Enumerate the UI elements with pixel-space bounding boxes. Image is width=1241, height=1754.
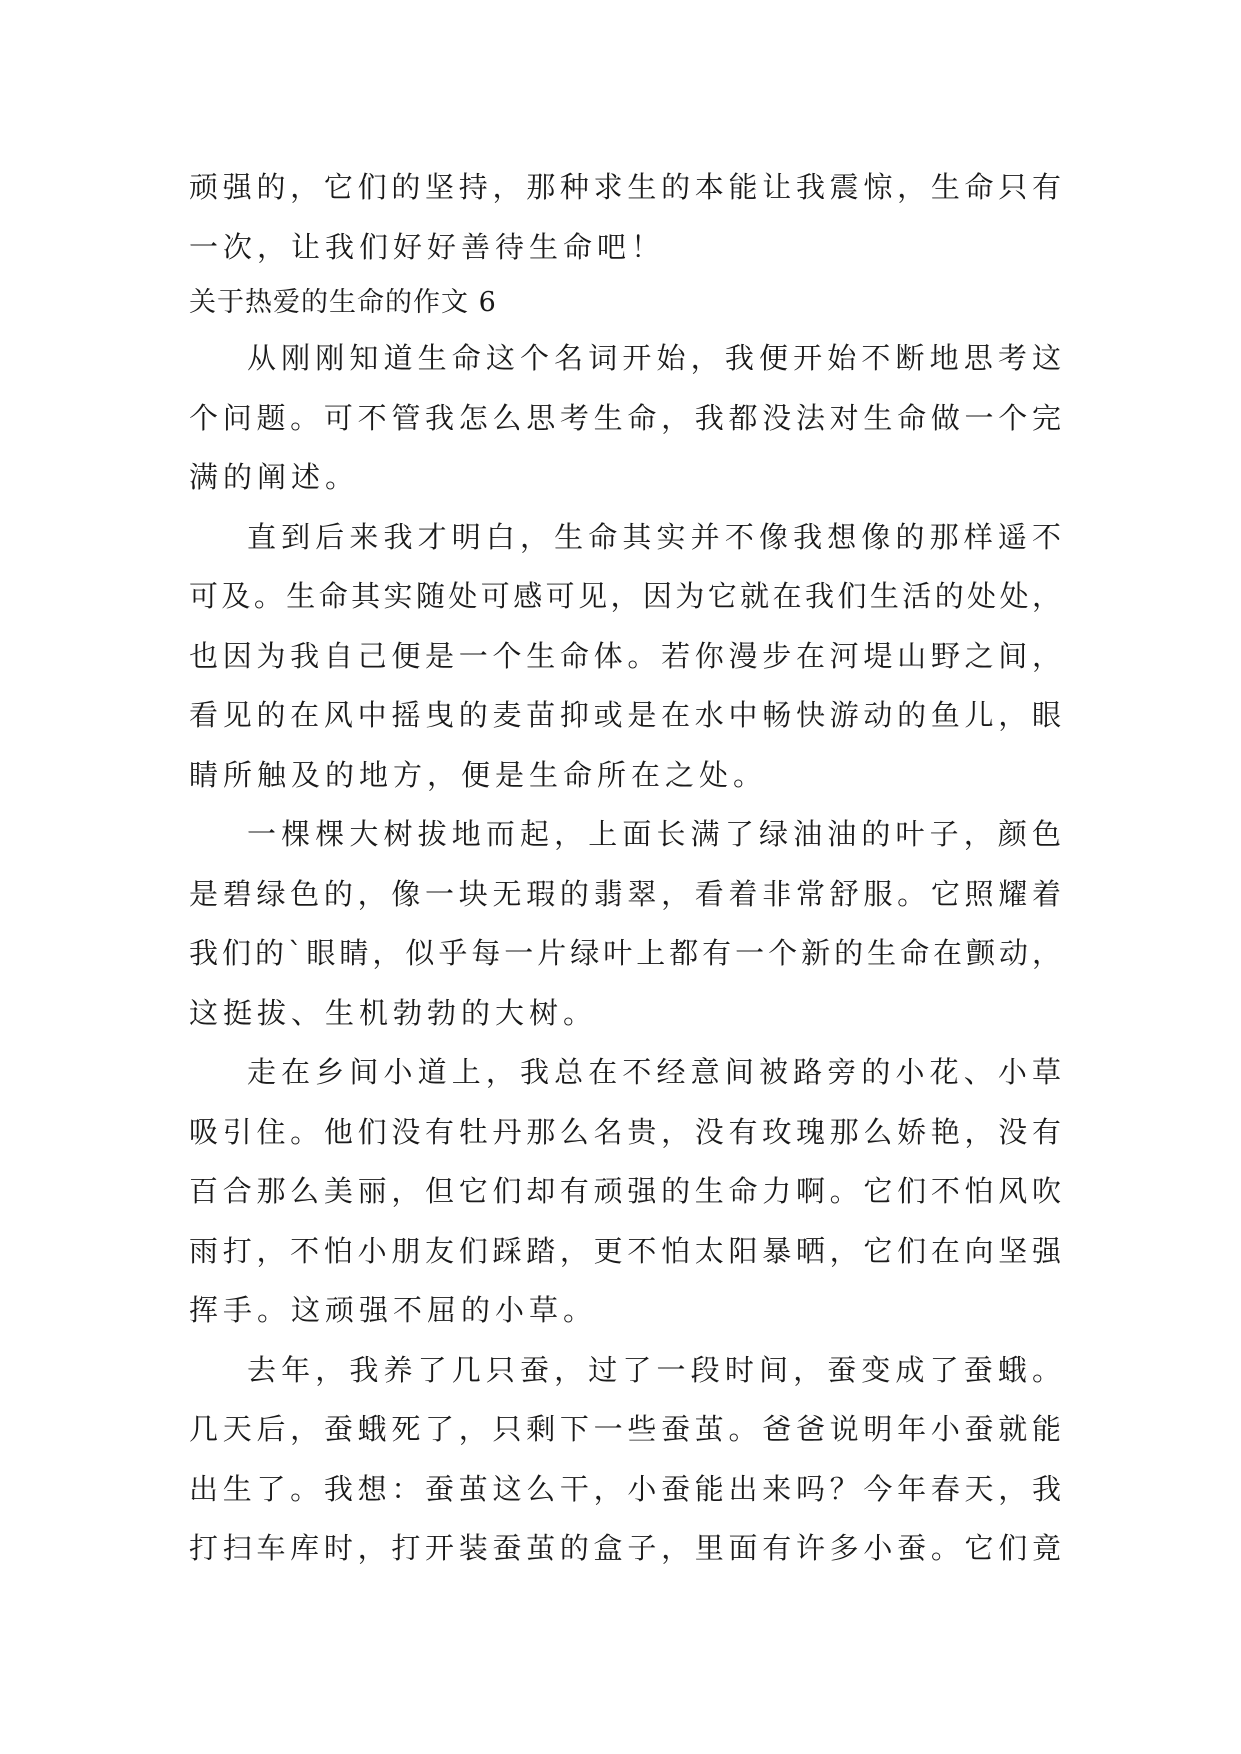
text-line: 看见的在风中摇曳的麦苗抑或是在水中畅快游动的鱼儿，眼 — [189, 698, 1061, 732]
text-line: 直到后来我才明白，生命其实并不像我想像的那样遥不 — [247, 519, 1061, 554]
section-heading: 关于热爱的生命的作文 6 — [189, 287, 497, 318]
text-line: 可及。生命其实随处可感可见，因为它就在我们生活的处处， — [189, 579, 1061, 613]
text-line: 一次，让我们好好善待生命吧！ — [189, 229, 666, 264]
text-line: 打扫车库时，打开装蚕茧的盒子，里面有许多小蚕。它们竟 — [189, 1531, 1061, 1565]
text-line: 走在乡间小道上，我总在不经意间被路旁的小花、小草 — [247, 1055, 1061, 1089]
text-line: 顽强的，它们的坚持，那种求生的本能让我震惊，生命只有 — [189, 170, 1061, 204]
text-line: 这挺拔、生机勃勃的大树。 — [189, 995, 598, 1030]
text-line: 去年，我养了几只蚕，过了一段时间，蚕变成了蚕蛾。 — [247, 1352, 1061, 1387]
text-line: 一棵棵大树拔地而起，上面长满了绿油油的叶子，颜色 — [247, 817, 1061, 851]
text-line: 也因为我自己便是一个生命体。若你漫步在河堤山野之间， — [189, 638, 1061, 673]
text-line: 是碧绿色的，像一块无瑕的翡翠，看着非常舒服。它照耀着 — [189, 876, 1061, 911]
document-body — [189, 158, 1061, 1579]
text-line: 个问题。可不管我怎么思考生命，我都没法对生命做一个完 — [189, 400, 1061, 435]
text-line: 雨打，不怕小朋友们踩踏，更不怕太阳暴晒，它们在向坚强 — [189, 1233, 1061, 1268]
text-line: 吸引住。他们没有牡丹那么名贵，没有玫瑰那么娇艳，没有 — [189, 1114, 1061, 1149]
text-line: 几天后，蚕蛾死了，只剩下一些蚕茧。爸爸说明年小蚕就能 — [189, 1412, 1061, 1446]
text-line: 睛所触及的地方，便是生命所在之处。 — [189, 757, 768, 792]
text-line: 从刚刚知道生命这个名词开始，我便开始不断地思考这 — [247, 341, 1061, 375]
text-line: 挥手。这顽强不屈的小草。 — [189, 1293, 598, 1327]
text-line: 出生了。我想：蚕茧这么干，小蚕能出来吗？今年春天，我 — [189, 1471, 1061, 1506]
text-line: 百合那么美丽，但它们却有顽强的生命力啊。它们不怕风吹 — [189, 1174, 1061, 1208]
text-line: 满的阐述。 — [189, 460, 360, 494]
text-line: 我们的`眼睛，似乎每一片绿叶上都有一个新的生命在颤动， — [189, 936, 1061, 970]
